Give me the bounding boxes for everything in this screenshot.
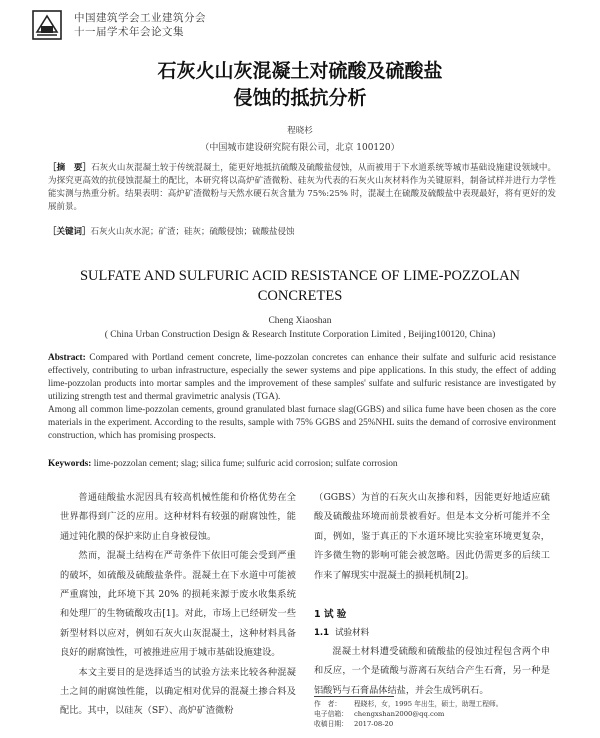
- abstract-cn: [48, 162, 556, 214]
- paper-title-cn: [0, 58, 600, 112]
- author-cn: 程晓杉: [287, 126, 313, 136]
- author-en: Cheng Xiaoshan: [268, 316, 332, 326]
- footnote-author-text: 程晓杉，女，1995 年出生，硕士，助理工程师。: [354, 700, 503, 708]
- abstract-en-label: Abstract:: [48, 353, 86, 363]
- paper-title-en: [60, 266, 540, 306]
- subsection-number: 1.1: [314, 628, 330, 638]
- keywords-cn-label: ［关键词］: [48, 227, 91, 237]
- footnote-email-label: 电子信箱：: [314, 710, 348, 718]
- body-paragraph: 本文主要目的是选择适当的试验方法来比较各种混凝土之间的耐腐蚀性能，以确定相对优异的混凝土掺合料及配比。其中，以硅灰（SF）、高炉矿渣微粉: [60, 666, 296, 717]
- abstract-cn-text: 石灰火山灰混凝土较于传统混凝土，能更好地抵抗硫酸及硫酸盐侵蚀，从而被用于下水道系统等城市基础设施建设领域中。为探究更高效的抗侵蚀混凝土的配比，本研究将以高炉矿渣微粉、硅灰为代表的石灰火山灰材料作为关键原料，制备试样并进行力学性能实测与热重分析。结果表明：高炉矿渣微粉与天然水硬石灰含量为 75%:25% 时，混凝土在硫酸及硫酸盐中表现最好，将有更好的发展前景。: [48, 163, 556, 212]
- footnote: [314, 699, 564, 729]
- title-en-line-1: SULFATE AND SULFURIC ACID RESISTANCE OF LIME-POZZOLAN: [79, 268, 521, 284]
- keywords-en-label: Keywords:: [48, 459, 92, 469]
- section-title: 试 验: [323, 609, 347, 620]
- keywords-cn-text: 石灰火山灰水泥；矿渣；硅灰；硫酸侵蚀；硫酸盐侵蚀: [90, 227, 295, 237]
- keywords-en: [48, 458, 556, 471]
- section-number: 1: [314, 609, 321, 620]
- abstract-en-text-2: Among all common lime-pozzolan cements, ground granulated blast furnace slag(GGBS) and silica fume have been chosen as the core materials in the experiment. According to the results, sample with 75% GGBS and 25%NHL suits the demand of corrosive environment construction, which has promising prospects.: [48, 405, 556, 441]
- affiliation-cn: （中国城市建设研究院有限公司，北京 100120）: [200, 143, 400, 153]
- abstract-cn-label: ［摘 要］: [48, 163, 92, 173]
- conference-name: [74, 11, 206, 39]
- keywords-en-text: lime-pozzolan cement; slag; silica fume; sulfuric acid corrosion; sulfate corrosion: [93, 459, 398, 469]
- abstract-en: [48, 352, 556, 443]
- body-paragraph: 然而，混凝土结构在严苛条件下依旧可能会受到严重的破坏，如硫酸及硫酸盐条件。混凝土在下水道中可能被严重腐蚀，此环境下其 20% 的损耗来源于废水收集系统和处理厂的生物硫酸攻击[1]。对此，市场上已经研发一些新型材料以应对，例如石灰火山灰混凝土，这种材料具备良好的耐腐蚀性，可被推进应用于城市基础设施建设。: [60, 550, 296, 659]
- affiliation-en: ( China Urban Construction Design & Research Institute Corporation Limited , Beijing100120, China): [104, 330, 496, 340]
- abstract-en-text: Compared with Portland cement concrete, lime-pozzolan concretes can enhance their sulfate and sulfuric acid resistance effectively, contributing to urban infrastructure, especially the sewer systems and pipe applications. In this study, the effect of adding lime-pozzolan products into mortar samples and the improvement of these samples' sulfate and sulfuric resistance are investigated by utilizing strength test and thermal gravimetric analysis (TGA).: [48, 353, 556, 402]
- title-line-2: 侵蚀的抵抗分析: [233, 87, 367, 109]
- society-logo-icon: [32, 10, 62, 40]
- body-right-column: [314, 488, 550, 585]
- footnote-author-label: 作 者：: [314, 700, 342, 708]
- org-line-1: 中国建筑学会工业建筑分会: [74, 12, 206, 24]
- section-heading-1: [314, 606, 346, 620]
- footnote-email-text: chengxshan2000@qq.com: [354, 710, 445, 718]
- footnote-divider: [314, 696, 394, 697]
- body-paragraph: 普通硅酸盐水泥因具有较高机械性能和价格优势在全世界都得到广泛的应用。这种材料有较强的耐腐蚀性，能通过钝化膜的保护来防止自身被侵蚀。: [60, 492, 296, 542]
- footnote-date-text: 2017-08-20: [354, 720, 394, 728]
- body-paragraph: 混凝土材料遭受硫酸和硫酸盐的侵蚀过程包含两个申和反应，一个是硫酸与游离石灰结合产生石膏，另一种是铝酸钙与石膏晶体结盐，并会生成钙矾石。: [314, 646, 550, 696]
- section-heading-1-1: [314, 626, 369, 638]
- journal-header: [30, 8, 570, 44]
- subsection-title: 试验材料: [335, 628, 370, 638]
- title-en-line-2: CONCRETES: [257, 288, 343, 304]
- title-line-1: 石灰火山灰混凝土对硫酸及硫酸盐: [157, 60, 443, 82]
- body-right-column-continued: [314, 642, 550, 700]
- body-paragraph: （GGBS）为首的石灰火山灰掺和料，因能更好地适应硫酸及硫酸盐环境而前景被看好。但是本文分析可能并不全面，例如，鉴于真正的下水道环境比实验室环境更复杂，许多微生物的影响可能会被忽略。因此仍需更多的后续工作来了解现实中混凝土的损耗机制[2]。: [314, 492, 550, 581]
- keywords-cn: [48, 226, 556, 239]
- footnote-date-label: 收稿日期：: [314, 720, 348, 728]
- body-left-column: [60, 488, 296, 721]
- org-line-2: 十一届学术年会论文集: [74, 26, 184, 38]
